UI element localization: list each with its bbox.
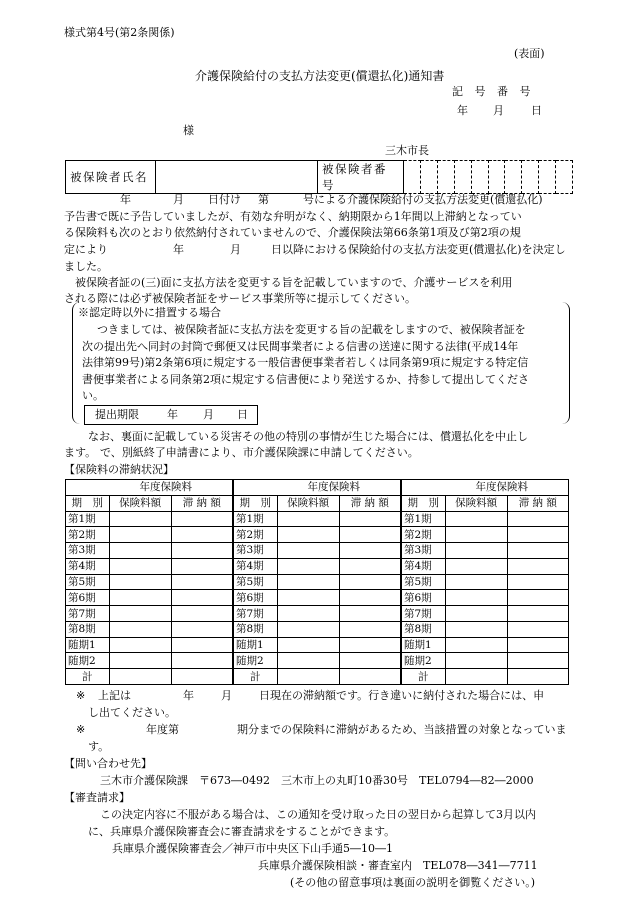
fee-amount-cell[interactable]: [277, 621, 339, 637]
document-title: 介護保険給付の支払方法変更(償還払化)通知書: [195, 69, 445, 83]
period-label: 第8期: [66, 621, 110, 637]
period-label: 第6期: [234, 590, 278, 606]
side-label: (表面): [514, 47, 545, 60]
period-label: 第4期: [234, 558, 278, 574]
para1-year: 年: [120, 193, 131, 206]
period-label: 随期1: [66, 637, 110, 653]
table-row: [402, 511, 569, 527]
period-label: 第1期: [234, 511, 278, 527]
para1-line5: ました。: [64, 260, 108, 273]
fee-amount-cell[interactable]: [109, 621, 171, 637]
fee-amount-cell[interactable]: [445, 558, 507, 574]
period-label: 第1期: [66, 511, 110, 527]
contact-heading: 【問い合わせ先】: [64, 757, 152, 770]
period-label: 第7期: [66, 606, 110, 622]
arrears-amount-cell[interactable]: [507, 543, 568, 559]
period-label: 第5期: [66, 574, 110, 590]
fee-amount-cell[interactable]: [445, 606, 507, 622]
submission-deadline-box: [84, 405, 258, 425]
table-row: [234, 527, 401, 543]
para1-line4-tail: 日以降における保険給付の支払方法変更(償還払化)を決定し: [271, 243, 566, 256]
note1-year: 年: [183, 689, 194, 702]
table-row: [66, 621, 233, 637]
fee-amount-cell[interactable]: [445, 653, 507, 669]
fee-amount-cell[interactable]: [277, 511, 339, 527]
period-label: 随期1: [234, 637, 278, 653]
arrears-amount-cell[interactable]: [507, 621, 568, 637]
arrears-amount-cell[interactable]: [339, 558, 400, 574]
table-row: [402, 606, 569, 622]
fee-amount-cell[interactable]: [277, 527, 339, 543]
period-label: 第3期: [234, 543, 278, 559]
period-label: 第2期: [66, 527, 110, 543]
arrears-table: [401, 479, 569, 685]
period-label: 第5期: [234, 574, 278, 590]
insured-name-label: 被保険者氏名: [66, 161, 156, 194]
deadline-month: 月: [203, 408, 214, 421]
para1-line4-head: 定により: [64, 243, 108, 256]
para1-line4-month: 月: [230, 243, 241, 256]
year-header: 年度保険料: [234, 480, 401, 496]
arrears-table: [65, 479, 233, 685]
fee-amount-cell[interactable]: [445, 574, 507, 590]
table-row: [402, 527, 569, 543]
fee-amount-cell[interactable]: [277, 574, 339, 590]
arrears-amount-cell[interactable]: [171, 637, 232, 653]
fee-amount-cell[interactable]: [109, 527, 171, 543]
col-fee: 保険料額: [109, 495, 171, 511]
insured-number-digit[interactable]: [454, 161, 471, 194]
insured-number-label: 被保険者番号: [318, 161, 404, 194]
arrears-amount-cell[interactable]: [171, 543, 232, 559]
period-label: 随期2: [234, 653, 278, 669]
fee-amount-cell[interactable]: [277, 558, 339, 574]
arrears-amount-cell[interactable]: [339, 606, 400, 622]
fee-amount-cell[interactable]: [277, 653, 339, 669]
insured-name-field[interactable]: [156, 161, 318, 194]
para1-dated: 日付け: [208, 193, 241, 206]
fee-amount-cell[interactable]: [277, 590, 339, 606]
insured-number-digit[interactable]: [488, 161, 505, 194]
table-row: [234, 653, 401, 669]
table-row: [66, 527, 233, 543]
note1-month: 月: [221, 689, 232, 702]
review-line1: この決定内容に不服がある場合は、この通知を受け取った日の翌日から起算して3月以内: [100, 808, 536, 821]
arrears-heading: 【保険料の滞納状況】: [64, 463, 174, 476]
fee-amount-cell[interactable]: [445, 590, 507, 606]
para1-no: 第: [258, 193, 269, 206]
deadline-year: 年: [167, 408, 178, 421]
table-row: [234, 637, 401, 653]
col-period: 期 別: [66, 495, 110, 511]
table-row: [402, 621, 569, 637]
note1-tail: 日現在の滞納額です。行き違いに納付された場合には、申: [259, 689, 545, 702]
conditional-section-heading: ※認定時以外に措置する場合: [78, 306, 221, 319]
arrears-amount-cell[interactable]: [339, 621, 400, 637]
record-month: 月: [493, 104, 504, 117]
arrears-amount-cell[interactable]: [339, 527, 400, 543]
para3-line1: なお、裏面に記載している災害その他の特別の事情が生じた場合には、償還払化を中止し: [88, 430, 528, 443]
period-label: 第8期: [402, 621, 446, 637]
total-label: 計: [402, 669, 446, 685]
fee-amount-cell[interactable]: [445, 621, 507, 637]
insured-number-digit[interactable]: [505, 161, 522, 194]
fee-amount-cell[interactable]: [445, 543, 507, 559]
fee-amount-cell[interactable]: [277, 606, 339, 622]
fee-amount-cell[interactable]: [109, 637, 171, 653]
insured-number-digit[interactable]: [471, 161, 488, 194]
period-label: 第4期: [66, 558, 110, 574]
para1-line2: 予告書で既に予告していましたが、有効な弁明がなく、納期限から1年間以上滞納となってい: [64, 210, 522, 223]
period-label: 第1期: [402, 511, 446, 527]
arrears-amount-cell[interactable]: [171, 606, 232, 622]
fee-amount-cell[interactable]: [109, 543, 171, 559]
arrears-amount-cell[interactable]: [507, 590, 568, 606]
review-line2: に、兵庫県介護保険審査会に審査請求をすることができます。: [88, 825, 396, 838]
total-row: [234, 669, 401, 685]
period-label: 随期2: [402, 653, 446, 669]
table-row: [234, 590, 401, 606]
arrears-amount-cell[interactable]: [171, 653, 232, 669]
arrears-amount-cell[interactable]: [507, 574, 568, 590]
table-row: [66, 606, 233, 622]
fee-total-cell[interactable]: [277, 669, 339, 685]
review-line4: 兵庫県介護保険相談・審査室内 TEL078―341―7711: [258, 859, 538, 872]
conditional-line5: い。: [82, 389, 104, 402]
table-row: [66, 511, 233, 527]
deadline-day: 日: [237, 408, 248, 421]
note2-tail: 期分までの保険料に滞納があるため、当該措置の対象となっていま: [237, 723, 567, 736]
arrears-amount-cell[interactable]: [507, 527, 568, 543]
arrears-amount-cell[interactable]: [507, 653, 568, 669]
fee-amount-cell[interactable]: [109, 511, 171, 527]
fee-amount-cell[interactable]: [445, 637, 507, 653]
issuer: 三木市長: [385, 144, 429, 157]
fee-total-cell[interactable]: [445, 669, 507, 685]
fee-total-cell[interactable]: [109, 669, 171, 685]
col-arrears: 滞 納 額: [507, 495, 568, 511]
table-row: [234, 621, 401, 637]
table-row: [66, 574, 233, 590]
para1-line4-year: 年: [173, 243, 184, 256]
period-label: 第6期: [402, 590, 446, 606]
contact-line: 三木市介護保険課 〒673―0492 三木市上の丸町10番30号 TEL0794―82―2000: [100, 774, 534, 787]
table-row: [234, 606, 401, 622]
period-label: 第2期: [234, 527, 278, 543]
record-day: 日: [531, 104, 542, 117]
conditional-line3: 法律第99号)第2条第6項に規定する一般信書便事業者若しくは同条第9項に規定する特定信: [82, 356, 529, 369]
fee-amount-cell[interactable]: [109, 558, 171, 574]
insured-number-digit[interactable]: [438, 161, 455, 194]
deadline-label: 提出期限: [95, 408, 139, 421]
arrears-amount-cell[interactable]: [339, 543, 400, 559]
record-number-label: 記 号 番 号: [452, 85, 535, 98]
table-row: [234, 574, 401, 590]
note2-head: 年度第: [146, 723, 179, 736]
total-row: [66, 669, 233, 685]
table-row: [66, 543, 233, 559]
period-label: 随期2: [66, 653, 110, 669]
conditional-line1: つきましては、被保険者証に支払方法を変更する旨の記載をしますので、被保険者証を: [97, 323, 526, 336]
para1-line3: る保険料も次のとおり依然納付されていませんので、介護保険法第66条第1項及び第2項の規: [64, 226, 521, 239]
fee-amount-cell[interactable]: [109, 606, 171, 622]
period-label: 第5期: [402, 574, 446, 590]
insured-number-digit[interactable]: [522, 161, 539, 194]
arrears-total-cell[interactable]: [507, 669, 568, 685]
fee-amount-cell[interactable]: [445, 527, 507, 543]
arrears-total-cell[interactable]: [171, 669, 232, 685]
conditional-line2: 次の提出先へ同封の封筒で郵便又は民間事業者による信書の送達に関する法律(平成14年: [82, 340, 519, 353]
arrears-amount-cell[interactable]: [171, 511, 232, 527]
period-label: 第3期: [66, 543, 110, 559]
arrears-amount-cell[interactable]: [171, 590, 232, 606]
note1-line2: し出てください。: [88, 706, 176, 719]
table-row: [402, 558, 569, 574]
note2-mark: ※: [76, 723, 86, 736]
arrears-amount-cell[interactable]: [507, 637, 568, 653]
para2-line2: される際には必ず被保険者証をサービス事業所等に提示してください。: [64, 292, 416, 305]
insured-number-digit[interactable]: [539, 161, 556, 194]
table-row: [402, 574, 569, 590]
period-label: 随期1: [402, 637, 446, 653]
arrears-amount-cell[interactable]: [171, 574, 232, 590]
fee-amount-cell[interactable]: [109, 590, 171, 606]
para2-line1: 被保険者証の(三)面に支払方法を変更する旨を記載していますので、介護サービスを利用: [75, 276, 513, 289]
col-fee: 保険料額: [277, 495, 339, 511]
arrears-amount-cell[interactable]: [171, 558, 232, 574]
form-number: 様式第4号(第2条関係): [64, 26, 175, 39]
addressee-suffix: 様: [183, 124, 194, 137]
arrears-amount-cell[interactable]: [507, 606, 568, 622]
arrears-amount-cell[interactable]: [339, 574, 400, 590]
period-label: 第8期: [234, 621, 278, 637]
arrears-amount-cell[interactable]: [339, 653, 400, 669]
para1-line1-tail: 号による介護保険給付の支払方法変更(償還払化): [303, 193, 543, 206]
arrears-amount-cell[interactable]: [507, 511, 568, 527]
period-label: 第2期: [402, 527, 446, 543]
table-row: [66, 637, 233, 653]
fee-amount-cell[interactable]: [109, 574, 171, 590]
col-period: 期 別: [402, 495, 446, 511]
table-row: [234, 558, 401, 574]
arrears-amount-cell[interactable]: [507, 558, 568, 574]
insured-number-digit[interactable]: [556, 161, 573, 194]
period-label: 第7期: [234, 606, 278, 622]
table-row: [234, 511, 401, 527]
note1-mark: ※: [76, 689, 86, 702]
note2-line2: す。: [88, 740, 110, 753]
table-row: [234, 543, 401, 559]
col-period: 期 別: [234, 495, 278, 511]
record-year: 年: [457, 104, 468, 117]
arrears-table: [233, 479, 401, 685]
total-row: [402, 669, 569, 685]
note1-head: 上記は: [98, 689, 131, 702]
col-arrears: 滞 納 額: [339, 495, 400, 511]
review-heading: 【審査請求】: [64, 791, 130, 804]
table-row: [66, 558, 233, 574]
fee-amount-cell[interactable]: [445, 511, 507, 527]
table-row: [66, 653, 233, 669]
conditional-line4: 書便事業者による同条第2項に規定する信書便により発送するか、持参して提出してくださ: [82, 373, 529, 386]
year-header: 年度保険料: [66, 480, 233, 496]
arrears-amount-cell[interactable]: [339, 511, 400, 527]
year-header: 年度保険料: [402, 480, 569, 496]
arrears-total-cell[interactable]: [339, 669, 400, 685]
table-row: [66, 590, 233, 606]
fee-amount-cell[interactable]: [109, 653, 171, 669]
arrears-amount-cell[interactable]: [171, 621, 232, 637]
period-label: 第4期: [402, 558, 446, 574]
arrears-amount-cell[interactable]: [171, 527, 232, 543]
period-label: 第7期: [402, 606, 446, 622]
period-label: 第6期: [66, 590, 110, 606]
insured-info-table: [65, 160, 573, 194]
col-arrears: 滞 納 額: [171, 495, 232, 511]
para1-month: 月: [173, 193, 184, 206]
para3-line2: ます。: [64, 446, 97, 459]
insured-number-digit[interactable]: [421, 161, 438, 194]
period-label: 第3期: [402, 543, 446, 559]
table-row: [402, 637, 569, 653]
table-row: [402, 543, 569, 559]
fee-amount-cell[interactable]: [277, 543, 339, 559]
total-label: 計: [234, 669, 278, 685]
table-row: [402, 590, 569, 606]
col-fee: 保険料額: [445, 495, 507, 511]
review-line3: 兵庫県介護保険審査会／神戸市中央区下山手通5―10―1: [112, 842, 393, 855]
fee-amount-cell[interactable]: [277, 637, 339, 653]
para3-line2-tail: で、別紙終了申請書により、市介護保険課に申請してください。: [100, 446, 419, 459]
insured-number-digit[interactable]: [404, 161, 421, 194]
arrears-amount-cell[interactable]: [339, 590, 400, 606]
review-line5: (その他の留意事項は裏面の説明を御覧ください。): [290, 876, 536, 889]
table-row: [402, 653, 569, 669]
arrears-amount-cell[interactable]: [339, 637, 400, 653]
total-label: 計: [66, 669, 110, 685]
